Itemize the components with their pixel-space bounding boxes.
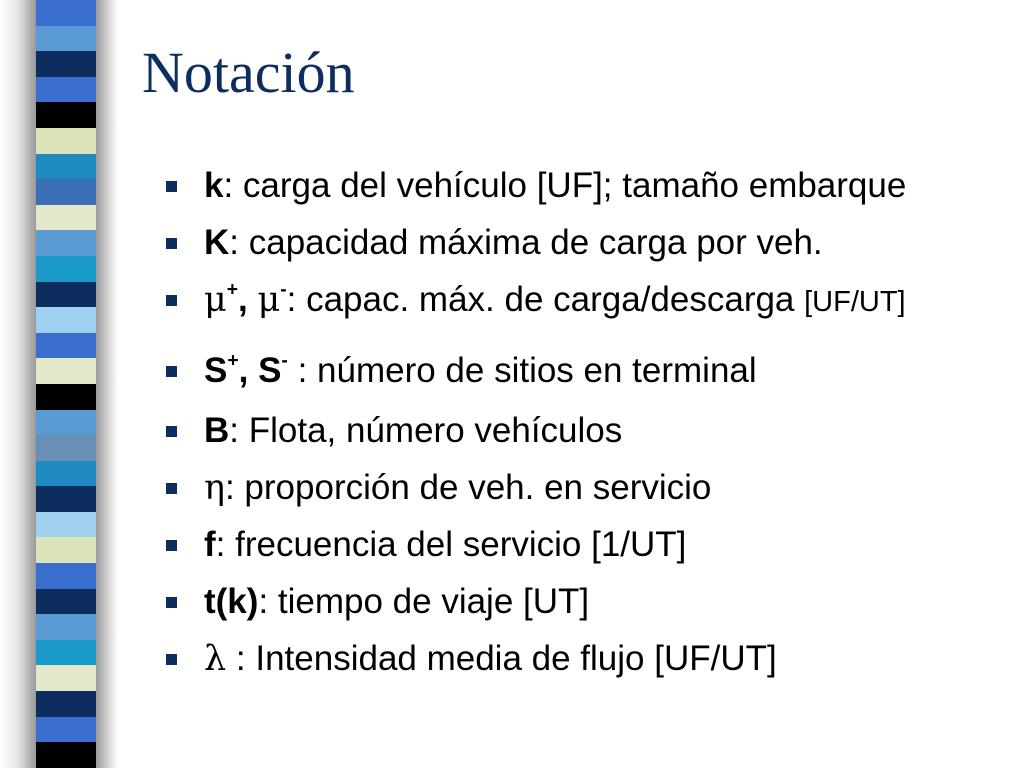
separator: , [238,280,258,319]
stripe-segment [36,307,96,333]
bullet-square-icon [166,181,177,192]
stripe-segment [36,640,96,666]
stripe-segment [36,358,96,384]
stripe-segment [36,77,96,103]
symbol: f [204,525,216,564]
symbol: S [204,351,228,390]
bullet-square-icon [166,426,177,437]
stripe-segment [36,256,96,282]
stripe-segment [36,537,96,563]
list-item-text [204,409,622,453]
decorative-stripe [36,0,96,768]
bullet-square-icon [166,483,177,494]
decorative-stripe-shadow [96,0,118,768]
stripe-segment [36,384,96,410]
description: : frecuencia del servicio [1/UT] [215,525,687,564]
superscript: + [226,279,238,301]
bullet-square-icon [166,295,177,306]
bullet-square-icon [166,597,177,608]
bullet-square-icon [166,366,177,377]
stripe-segment [36,691,96,717]
list-item-text [204,580,589,624]
slide-title: Notación [142,40,355,105]
list-item-text [204,349,757,393]
stripe-segment [36,51,96,77]
stripe-segment [36,512,96,538]
symbol: η [204,468,225,508]
stripe-segment [36,435,96,461]
description: : proporción de veh. en servicio [224,468,712,507]
stripe-segment [36,128,96,154]
stripe-segment [36,179,96,205]
decorative-stripe-shadow-left [0,0,36,768]
stripe-segment [36,717,96,743]
stripe-segment [36,410,96,436]
symbol: K [204,223,230,262]
stripe-segment [36,230,96,256]
symbol: μ [204,280,227,320]
unit: [UF/UT] [804,286,906,318]
list-item-text [204,523,686,567]
stripe-segment [36,26,96,52]
superscript: - [281,350,288,372]
stripe-segment [36,461,96,487]
bullet-square-icon [166,540,177,551]
bullet-square-icon [166,238,177,249]
list-item-text [204,221,823,265]
description: : Intensidad media de flujo [UF/UT] [226,639,777,678]
list-item-text [204,466,711,510]
stripe-segment [36,665,96,691]
description: : Flota, número vehículos [229,411,623,450]
list-item-text [204,164,906,208]
stripe-segment [36,563,96,589]
symbol: k [204,166,224,205]
symbol: S [258,351,282,390]
bullet-square-icon [166,654,177,665]
list-item-text [204,637,777,681]
stripe-segment [36,589,96,615]
stripe-segment [36,0,96,26]
stripe-segment [36,282,96,308]
description: : capacidad máxima de carga por veh. [229,223,823,262]
description: : capac. máx. de carga/descarga [286,280,805,319]
stripe-segment [36,205,96,231]
stripe-segment [36,333,96,359]
symbol: t(k) [204,582,259,621]
description: : carga del vehículo [UF]; tamaño embarque [223,166,907,205]
symbol: μ [257,280,281,320]
description: : número de sitios en terminal [287,351,757,390]
description: : tiempo de viaje [UT] [258,582,590,621]
stripe-segment [36,154,96,180]
superscript: - [280,279,287,301]
stripe-segment [36,614,96,640]
separator: , [238,351,259,390]
superscript: + [227,350,239,372]
stripe-segment [36,742,96,768]
symbol: B [204,411,230,450]
symbol: λ [204,639,227,679]
stripe-segment [36,102,96,128]
list-item-text [204,278,906,324]
stripe-segment [36,486,96,512]
